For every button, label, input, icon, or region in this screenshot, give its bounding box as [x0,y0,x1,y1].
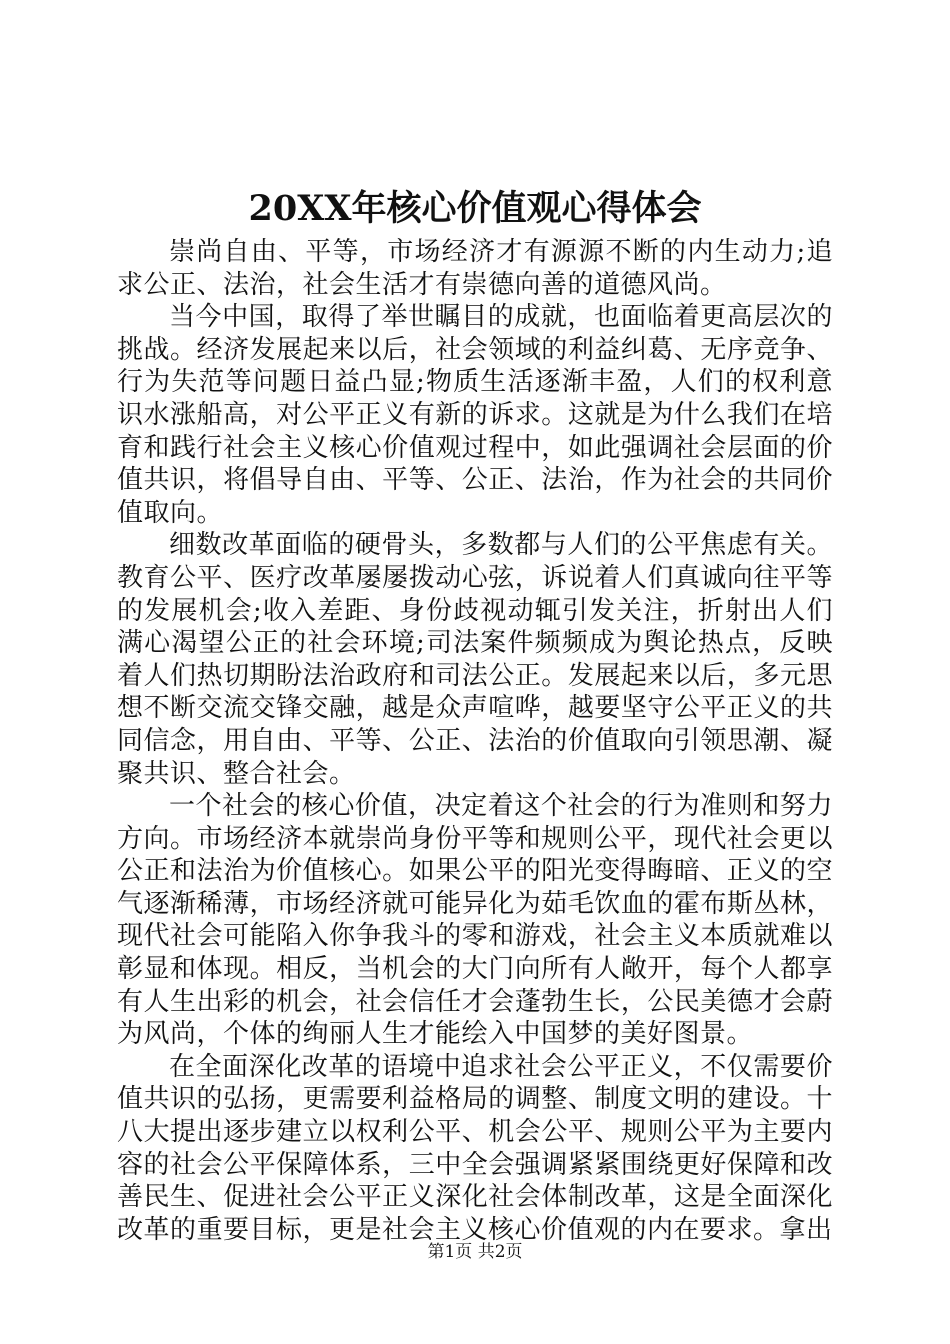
document-title: 20XX年核心价值观心得体会 [248,188,702,229]
paragraph-3: 细数改革面临的硬骨头，多数都与人们的公平焦虑有关。教育公平、医疗改革屡屡拨动心弦，诉说着人们真诚向往平等的发展机会;收入差距、身份歧视动辄引发关注，折射出人们满心渴望公正的社会环境;司法案件频频成为舆论热点，反映着人们热切期盼法治政府和司法公正。发展起来以后，多元思想不断交流交锋交融，越是众声喧哗，越要坚守公平正义的共同信念，用自由、平等、公正、法治的价值取向引领思潮、凝聚共识、整合社会。 [117,530,833,789]
paragraph-1: 崇尚自由、平等，市场经济才有源源不断的内生动力;追求公正、法治，社会生活才有崇德向善的道德风尚。 [117,237,833,300]
document-body [117,236,833,1246]
paragraph-5: 在全面深化改革的语境中追求社会公平正义，不仅需要价值共识的弘扬，更需要利益格局的调整、制度文明的建设。十八大提出逐步建立以权利公平、机会公平、规则公平为主要内容的社会公平保障体系，三中全会强调紧紧围绕更好保障和改善民生、促进社会公平正义深化社会体制改革，这是全面深化改革的重要目标，更是社会主义核心价值观的内在要求。拿出 [117,1051,833,1245]
page-footer: 第1页 共2页 [427,1242,523,1262]
paragraph-2: 当今中国，取得了举世瞩目的成就，也面临着更高层次的挑战。经济发展起来以后，社会领域的利益纠葛、无序竞争、行为失范等问题日益凸显;物质生活逐渐丰盈，人们的权利意识水涨船高，对公平正义有新的诉求。这就是为什么我们在培育和践行社会主义核心价值观过程中，如此强调社会层面的价值共识，将倡导自由、平等、公正、法治，作为社会的共同价值取向。 [117,302,833,528]
paragraph-4: 一个社会的核心价值，决定着这个社会的行为准则和努力方向。市场经济本就崇尚身份平等和规则公平，现代社会更以公正和法治为价值核心。如果公平的阳光变得晦暗、正义的空气逐渐稀薄，市场经济就可能异化为茹毛饮血的霍布斯丛林，现代社会可能陷入你争我斗的零和游戏，社会主义本质就难以彰显和体现。相反，当机会的大门向所有人敞开，每个人都享有人生出彩的机会，社会信任才会蓬勃生长，公民美德才会蔚为风尚，个体的绚丽人生才能绘入中国梦的美好图景。 [117,791,833,1050]
